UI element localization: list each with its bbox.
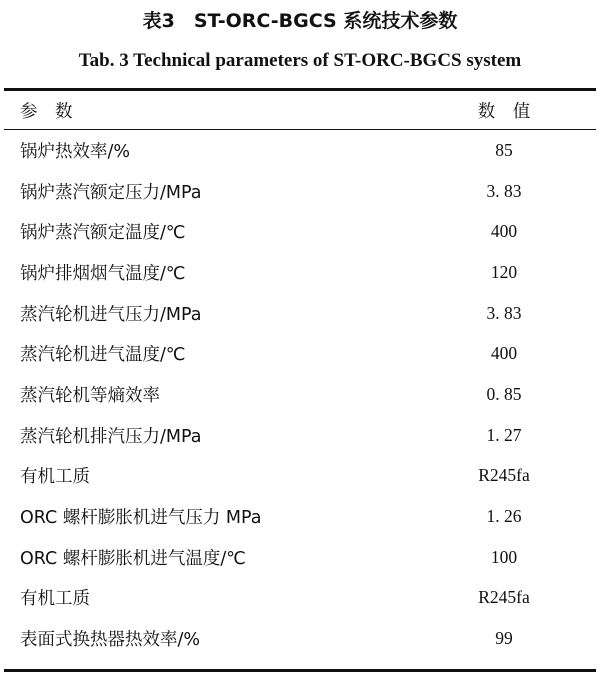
parameter-cell: 锅炉排烟烟气温度/℃ <box>20 263 186 284</box>
value-cell: 400 <box>490 343 518 364</box>
table-row <box>4 537 596 578</box>
table-header <box>4 91 596 129</box>
parameter-cell: 蒸汽轮机进气压力/MPa <box>20 304 202 325</box>
table-row <box>4 211 596 252</box>
header-value: 数 值 <box>477 101 531 122</box>
parameter-cell: 蒸汽轮机进气温度/℃ <box>20 345 186 366</box>
value-cell: R245fa <box>478 465 530 486</box>
value-cell: 1. 27 <box>486 424 522 445</box>
parameter-cell: 有机工质 <box>20 467 90 488</box>
parameter-cell: 锅炉蒸汽额定压力/MPa <box>20 182 202 203</box>
parameter-cell: 有机工质 <box>20 589 90 610</box>
parameter-cell: 表面式换热器热效率/% <box>20 630 201 651</box>
value-cell: R245fa <box>478 587 530 608</box>
parameter-cell: 蒸汽轮机等熵效率 <box>20 385 160 406</box>
value-cell: 3. 83 <box>486 180 522 201</box>
value-cell: 3. 83 <box>486 302 522 323</box>
value-cell: 100 <box>490 546 518 567</box>
table-caption-english: Tab. 3 Technical parameters of ST-ORC-BGCS system <box>78 50 522 71</box>
table-row <box>4 171 596 212</box>
table-row <box>4 496 596 537</box>
parameter-cell: ORC 螺杆膨胀机进气压力 MPa <box>20 508 262 529</box>
table-row <box>4 130 596 171</box>
header-row <box>4 91 596 129</box>
value-cell: 99 <box>495 628 513 649</box>
value-cell: 0. 85 <box>486 383 522 404</box>
value-cell: 120 <box>490 261 518 282</box>
parameter-cell: 蒸汽轮机排汽压力/MPa <box>20 426 202 447</box>
table-row <box>4 415 596 456</box>
table-row <box>4 456 596 497</box>
table-row <box>4 333 596 374</box>
value-cell: 85 <box>495 139 513 160</box>
table-caption-chinese: 表3 ST-ORC-BGCS 系统技术参数 <box>142 10 458 32</box>
header-parameter: 参 数 <box>20 101 73 122</box>
table-row <box>4 374 596 415</box>
table-row <box>4 293 596 334</box>
table-body <box>4 130 596 659</box>
parameter-cell: ORC 螺杆膨胀机进气温度/℃ <box>20 548 246 569</box>
value-cell: 1. 26 <box>486 506 522 527</box>
value-cell: 400 <box>490 221 518 242</box>
table-bottom-rule <box>4 669 596 672</box>
table-row <box>4 618 596 659</box>
parameter-cell: 锅炉蒸汽额定温度/℃ <box>20 223 186 244</box>
parameter-cell: 锅炉热效率/% <box>20 141 131 162</box>
table-row <box>4 252 596 293</box>
table-row <box>4 578 596 619</box>
